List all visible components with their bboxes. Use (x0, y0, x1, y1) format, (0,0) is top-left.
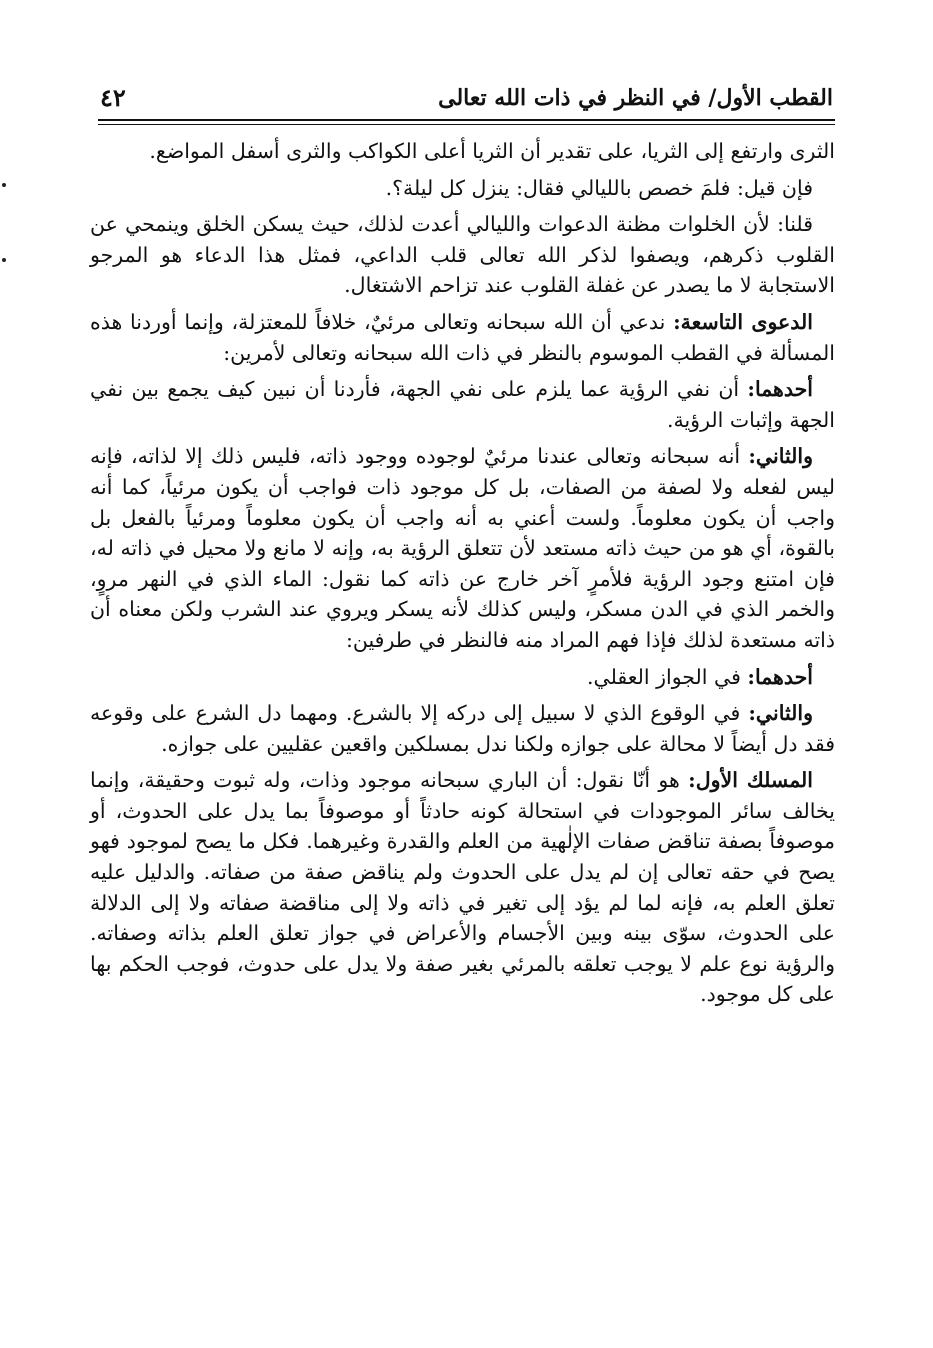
header-rule-thick (98, 119, 835, 121)
paragraph (90, 374, 835, 435)
paragraph (90, 765, 835, 1010)
page-number: ٤٢ (100, 83, 126, 112)
paragraph-lead: والثاني: (748, 444, 813, 469)
paragraph-lead: أحدهما: (747, 664, 813, 689)
paragraph (90, 441, 835, 655)
paragraph-text: أنه سبحانه وتعالى عندنا مرئيٌ لوجوده ووجود ذاته، فليس ذلك إلا لذاته، فإنه ليس لفعله ولا لصفة من الصفات، بل كل موجود ذات فواجب أن يكون مرئياً، كما أنه واجب أن يكون معلوماً. ولست أعني به أنه واجب أن يكون معلوماً ومرئياً بالفعل بل بالقوة، أي هو من حيث ذاته مستعد لأن تتعلق الرؤية به، وإنه لا مانع ولا محيل في ذاته له، فإن امتنع وجود الرؤية فلأمرٍ آخر خارج عن ذاته كما نقول: الماء الذي في النهر مروٍ، والخمر الذي في الدن مسكر، وليس كذلك لأنه يسكر ويروي عند الشرب ولكن معناه أن ذاته مستعدة لذلك فإذا فهم المراد منه فالنظر في طرفين: (90, 444, 835, 652)
scan-margin-mark (2, 258, 6, 262)
running-title: القطب الأول/ في النظر في ذات الله تعالى (438, 85, 833, 111)
paragraph-text: قلنا: لأن الخلوات مظنة الدعوات والليالي أعدت لذلك، حيث يسكن الخلق وينمحي عن القلوب ذكرهم، ويصفوا لذكر الله تعالى قلب الداعي، فمثل هذا الدعاء هو المرجو الاستجابة لا ما يصدر عن غفلة القلوب عند تزاحم الاشتغال. (90, 212, 835, 298)
page-header (100, 82, 833, 116)
paragraph-lead: المسلك الأول: (688, 768, 814, 793)
paragraph-text: في الجواز العقلي. (587, 664, 748, 689)
paragraph-text: فإن قيل: فلمَ خصص بالليالي فقال: ينزل كل ليلة؟. (385, 175, 813, 200)
paragraph (90, 173, 835, 204)
paragraph-lead: أحدهما: (747, 377, 813, 402)
paragraph-lead: الدعوى التاسعة: (673, 309, 813, 334)
body-text (90, 136, 835, 1016)
scan-margin-mark (2, 183, 6, 187)
paragraph-text: في الوقوع الذي لا سبيل إلى دركه إلا بالشرع. ومهما دل الشرع على وقوعه فقد دل أيضاً لا محالة على جوازه ولكنا ندل بمسلكين واقعين عقليين على جوازه. (90, 701, 835, 756)
paragraph (90, 307, 835, 368)
paragraph-lead: والثاني: (748, 701, 813, 726)
paragraph (90, 136, 835, 167)
header-rule-thin (98, 124, 835, 125)
paragraph-text: الثرى وارتفع إلى الثريا، على تقدير أن الثريا أعلى الكواكب والثرى أسفل المواضع. (149, 139, 835, 163)
paragraph-text: ندعي أن الله سبحانه وتعالى مرئيٌ، خلافاً للمعتزلة، وإنما أوردنا هذه المسألة في القطب الموسوم بالنظر في ذات الله سبحانه وتعالى لأمرين: (90, 309, 835, 365)
paragraph-text: هو أنّا نقول: أن الباري سبحانه موجود وذات، وله ثبوت وحقيقة، وإنما يخالف سائر الموجودات في استحالة كونه حادثاً أو موصوفاً بما يدل على الحدوث، أو موصوفاً بصفة تناقض صفات الإلٰهية من العلم والقدرة وغيرهما. فكل ما يصح لموجود فهو يصح في حقه تعالى إن لم يدل على الحدوث ولم يناقض صفة من صفاته. والدليل عليه تعلق العلم به، فإنه لما لم يؤد إلى تغير في ذاته ولا إلى مناقضة صفاته ولا إلى الدلالة على الحدوث، سوّى بينه وبين الأجسام والأعراض في جواز تعلق العلم بذاته وصفاته. والرؤية نوع علم لا يوجب تعلقه بالمرئي بغير صفة ولا يدل على حدوث، فوجب الحكم بها على كل موجود. (90, 768, 835, 1007)
paragraph (90, 698, 835, 759)
paragraph-text: أن نفي الرؤية عما يلزم على نفي الجهة، فأردنا أن نبين كيف يجمع بين نفي الجهة وإثبات الرؤية. (90, 377, 835, 432)
paragraph (90, 662, 835, 693)
paragraph (90, 209, 835, 301)
